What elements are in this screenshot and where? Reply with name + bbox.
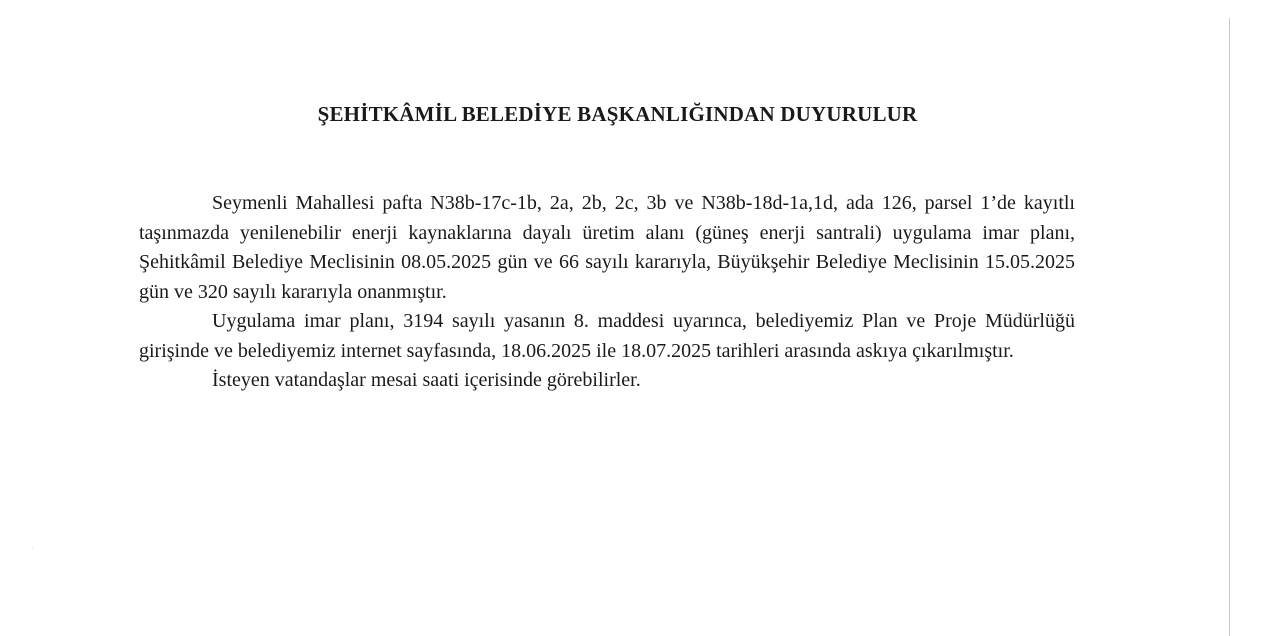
scan-speck (32, 548, 33, 549)
paragraph-public-display: Uygulama imar planı, 3194 sayılı yasanın 8. maddesi uyarınca, belediyemiz Plan ve Proje Müdürlüğü girişinde ve belediyemiz internet sayfasında, 18.06.2025 ile 18.07.2025 tarihleri arasında askıya çıkarılmıştır. (139, 310, 1075, 362)
paragraph-plan-approval: Seymenli Mahallesi pafta N38b-17c-1b, 2a, 2b, 2c, 3b ve N38b-18d-1a,1d, ada 126, parsel 1’de kayıtlı taşınmazda yenilenebilir enerji kaynaklarına dayalı üretim alanı (güneş enerji santrali) uygulama imar planı, Şehitkâmil Belediye Meclisinin 08.05.2025 gün ve 66 sayılı kararıyla, Büyükşehir Belediye Meclisinin 15.05.2025 gün ve 320 sayılı kararıyla onanmıştır. (139, 192, 1075, 303)
paragraph-viewing-info: İsteyen vatandaşlar mesai saati içerisinde görebilirler. (212, 369, 641, 391)
announcement-title: ŞEHİTKÂMİL BELEDİYE BAŞKANLIĞINDAN DUYURULUR (317, 102, 918, 126)
announcement-body (139, 189, 1075, 396)
